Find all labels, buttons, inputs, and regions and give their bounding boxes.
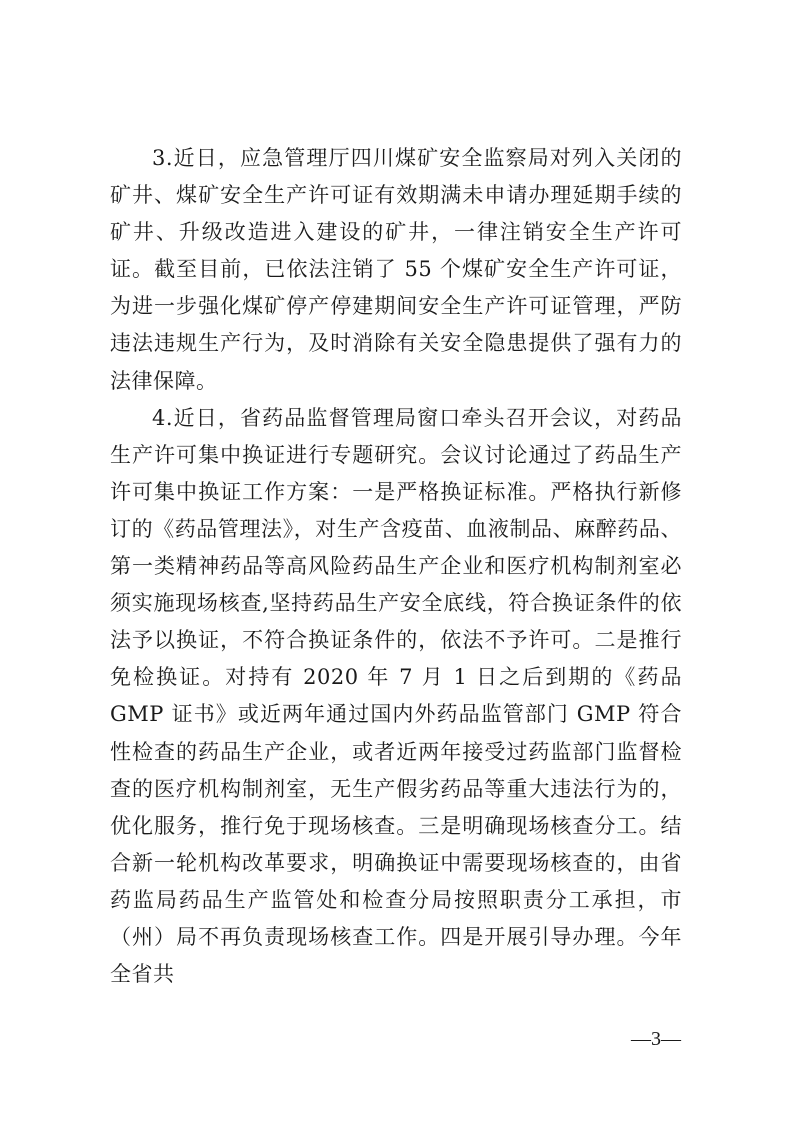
document-body [110, 140, 682, 993]
paragraph-coal-mine-license: 3.近日，应急管理厅四川煤矿安全监察局对列入关闭的矿井、煤矿安全生产许可证有效期满未申请办理延期手续的矿井、升级改造进入建设的矿井，一律注销安全生产许可证。截至目前，已依法注销了 55 个煤矿安全生产许可证，为进一步强化煤矿停产停建期间安全生产许可证管理，严防违法违规生产行为，及时消除有关安全隐患提供了强有力的法律保障。 [110, 146, 682, 393]
paragraph-drug-license-renewal: 4.近日，省药品监督管理局窗口牵头召开会议，对药品生产许可集中换证进行专题研究。会议讨论通过了药品生产许可集中换证工作方案：一是严格换证标准。严格执行新修订的《药品管理法》，对生产含疫苗、血液制品、麻醉药品、第一类精神药品等高风险药品生产企业和医疗机构制剂室必须实施现场核查,坚持药品生产安全底线，符合换证条件的依法予以换证，不符合换证条件的，依法不予许可。二是推行免检换证。对持有 2020 年 7 月 1 日之后到期的《药品 GMP 证书》或近两年通过国内外药品监管部门 GMP 符合性检查的药品生产企业，或者近两年接受过药监部门监督检查的医疗机构制剂室，无生产假劣药品等重大违法行为的，优化服务，推行免于现场核查。三是明确现场核查分工。结合新一轮机构改革要求，明确换证中需要现场核查的，由省药监局药品生产监管处和检查分局按照职责分工承担，市（州）局不再负责现场核查工作。四是开展引导办理。今年全省共 [110, 405, 682, 987]
page-number: —3— [631, 1028, 681, 1050]
